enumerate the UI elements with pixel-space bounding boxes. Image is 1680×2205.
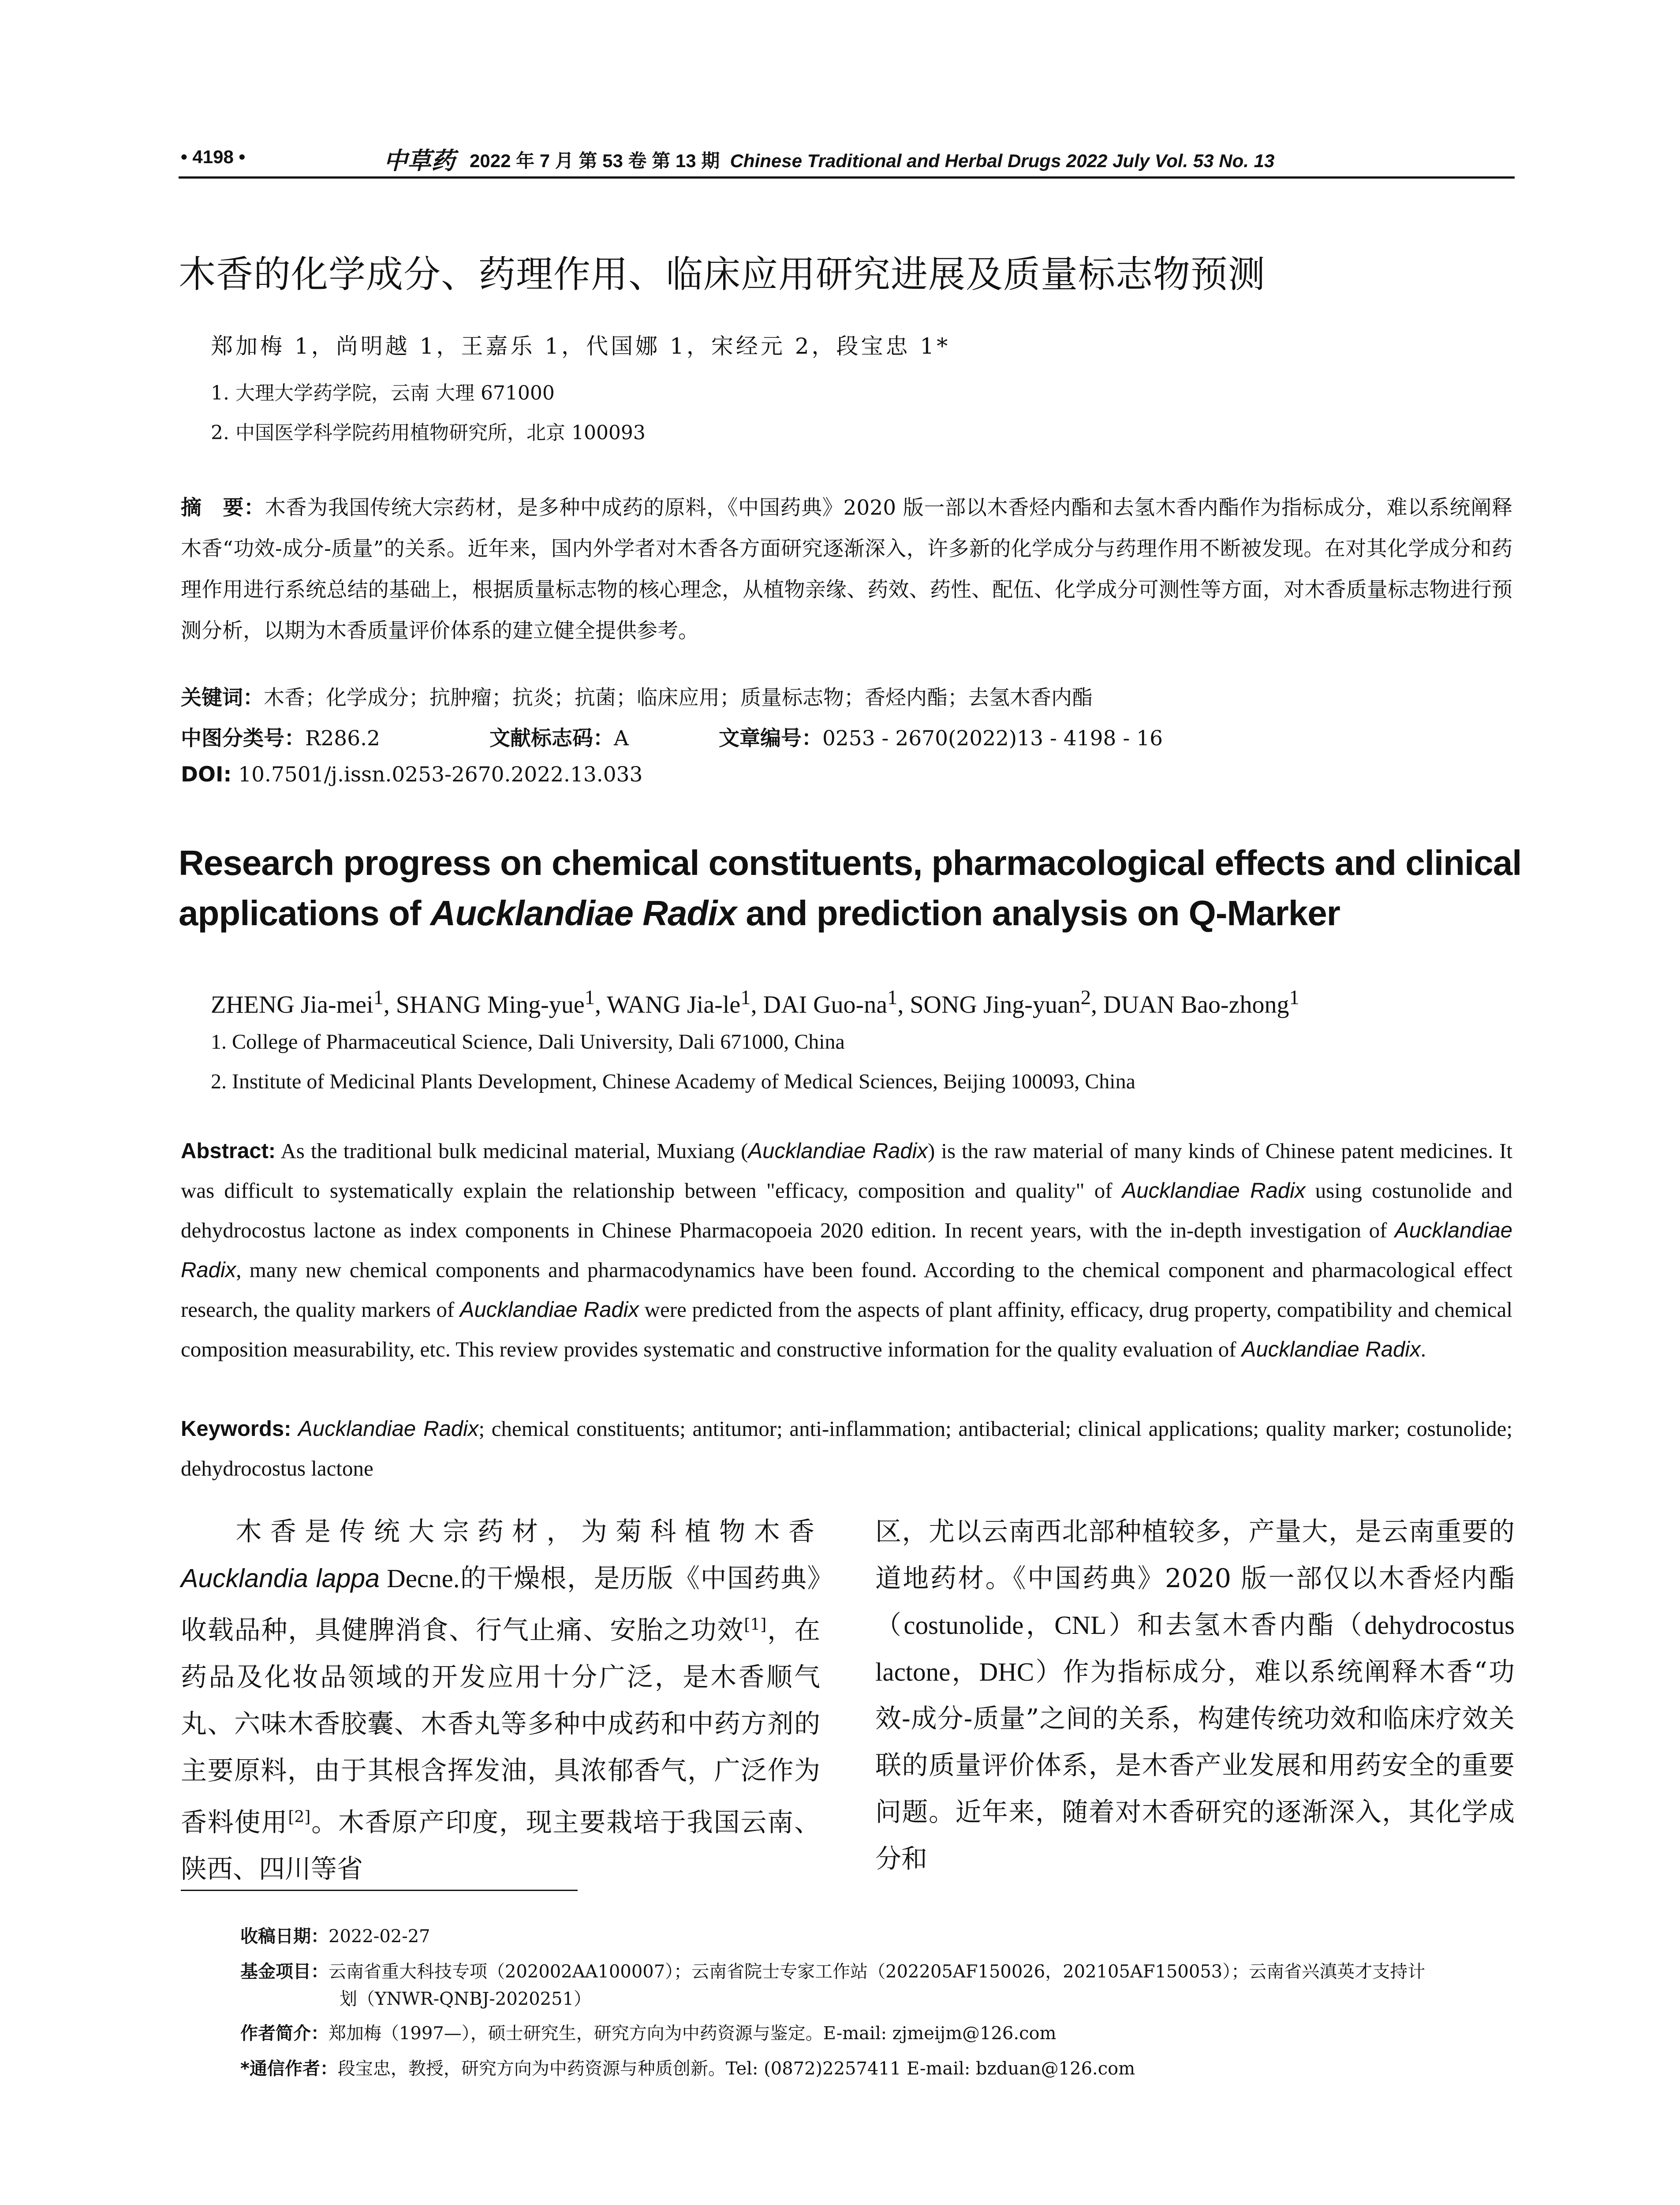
classification-line [181,722,1163,751]
issue-cn: 2022 年 7 月 第 53 卷 第 13 期 [470,150,720,171]
abstract-en-label: Abstract: [181,1139,276,1163]
species-name: Aucklandiae Radix [459,1298,639,1322]
doi-link[interactable]: 10.7501/j.issn.0253-2670.2022.13.033 [238,762,643,787]
doc-code [489,722,629,751]
species-name: Aucklandiae Radix [1241,1338,1421,1361]
body-text: ）作为指标成分，难以系统阐释木香“功效-成分-质量”之间的关系，构建传统功效和临床疗效关联的质量评价体系，是木香产业发展和用药安全的重要问题。近年来，随着对木香研究的逐渐深入，其化学成分和 [875,1656,1515,1874]
abstract-cn-text: 木香为我国传统大宗药材，是多种中成药的原料，《中国药典》2020 版一部以木香烃内酯和去氢木香内酯作为指标成分，难以系统阐释木香“功效-成分-质量”的关系。近年来，国内外学者对木香各方面研究逐渐深入，许多新的化学成分与药理作用不断被发现。在对其化学成分和药理作用进行系统总结的基础上，根据质量标志物的核心理念，从植物亲缘、药效、药性、配伍、化学成分可测性等方面，对木香质量标志物进行预测分析，以期为木香质量评价体系的建立健全提供参考。 [181,496,1512,643]
body-text: Decne. [379,1564,460,1593]
body-text: 木香是传统大宗药材，为菊科植物木香 [233,1516,820,1547]
author-sup: 1 [1289,986,1299,1009]
author-en: SONG Jing-yuan [910,991,1081,1019]
article-number-value: 0253 - 2670(2022)13 - 4198 - 16 [822,726,1163,751]
abstract-en-text: using costunolide and dehydrocostus lactone as index components in Chinese Pharmacopoeia 2020 edition. In recent years, with the in-depth investigation of [181,1178,1512,1242]
running-header [181,142,1512,173]
author-en: WANG Jia-le [607,991,741,1019]
title-en-italic: Aucklandiae Radix [430,893,737,933]
footnote-text: 划（YNWR-QNBJ-2020251） [340,1989,592,2009]
affiliation-cn-2: 2. 中国医学科学院药用植物研究所，北京 100093 [211,422,646,444]
citation[interactable]: [1] [744,1616,767,1634]
abstract-cn-label: 摘 要： [181,496,265,520]
title-cn: 木香的化学成分、药理作用、临床应用研究进展及质量标志物预测 [179,253,1266,296]
footnote-text: 2022-02-27 [329,1926,430,1947]
author-sup: 1 [740,986,751,1009]
keywords-cn-text: 木香；化学成分；抗肿瘤；抗炎；抗菌；临床应用；质量标志物；香烃内酯；去氢木香内酯 [264,686,1093,710]
footnote-label: 作者简介： [240,2023,329,2044]
abstract-en-text: As the traditional bulk medicinal material, Muxiang ( [276,1139,748,1163]
doc-code-label: 文献标志码： [489,726,614,751]
footnote-corresponding [240,2055,1515,2082]
body-text: ，在药品及化妆品领域的开发应用十分广泛，是木香顺气丸、六味木香胶囊、木香丸等多种中成药和中药方剂的主要原料，由于其根含挥发油，具浓郁香气，广泛作为香料使用 [181,1615,820,1838]
footnote-rule [181,1890,578,1891]
footnote-text: 云南省重大科技专项（202002AA100007）；云南省院士专家工作站（202205AF150026，202105AF150053）；云南省兴滇英才支持计 [329,1962,1426,1982]
author-sup: 2 [1080,986,1091,1009]
species-name: Aucklandiae Radix [748,1139,928,1163]
keywords-cn [181,681,1093,711]
body-column-left [181,1508,820,1892]
keywords-en [181,1409,1512,1488]
authors-en: ZHENG Jia-mei$^1$, SHANG Ming-yue$^1$, WANG Jia-$le^1$, DAI Guo-$na^1$, SONG Jing-yuan$^2$, DUAN Bao-zhong$^1$ [211,986,1299,1019]
authors-cn: 郑加梅 1，尚明越 1，王嘉乐 1，代国娜 1，宋经元 2，段宝忠 1* [211,333,951,359]
footnote-fund [240,1958,1515,2013]
species-name: Aucklandia lappa [181,1564,380,1593]
keywords-en-italic: Aucklandiae Radix [298,1417,479,1441]
author-sup: 1 [373,986,384,1009]
footnote-received [240,1923,1515,1950]
abstract-en [181,1131,1512,1369]
footnote-label: *通信作者： [240,2059,338,2079]
keywords-en-text: ; chemical constituents; antitumor; anti-inflammation; antibacterial; clinical applications; quality marker; costunolide; dehydrocostus lactone [181,1416,1512,1480]
species-name: Aucklandiae Radix [181,1218,1512,1282]
doc-code-value: A [614,726,629,751]
body-text: 区，尤以云南西北部种植较多，产量大，是云南重要的道地药材。《中国药典》2020 版一部仅以木香烃内酯（ [875,1516,1515,1640]
title-en [179,838,1523,938]
footnote-author [240,2020,1515,2047]
journal-issue [470,146,1274,173]
abstract-en-text: . [1420,1337,1426,1361]
footnote-label: 基金项目： [240,1962,329,1982]
footnote-text: 郑加梅（1997—），硕士研究生，研究方向为中药资源与鉴定。E-mail: zjmeijm@126.com [329,2023,1057,2044]
body-column-right [875,1508,1515,1882]
title-en-part2: and prediction analysis on Q-Marker [736,893,1340,933]
affiliation-en-2: 2. Institute of Medicinal Plants Development, Chinese Academy of Medical Sciences, Beijing 100093, China [211,1070,1135,1093]
abstract-en-text: ) is the raw material of many kinds of Chinese patent medicines. It was difficult to systematically explain the relationship between "efficacy, composition and quality" of [181,1139,1513,1203]
citation[interactable]: [2] [288,1808,311,1826]
doi-label: DOI: [181,762,232,787]
title-en-part1: Research progress on chemical constituents, pharmacological effects and clinical applications of [179,843,1522,933]
footnote-text: 段宝忠，教授，研究方向为中药资源与种质创新。Tel: (0872)2257411 E-mail: bzduan@126.com [337,2059,1135,2079]
affiliation-cn-1: 1. 大理大学药学院，云南 大理 671000 [211,382,555,404]
page-number: • 4198 • [181,146,246,167]
article-number [719,722,1163,751]
clc-label: 中图分类号： [181,726,305,751]
author-en: ZHENG Jia-mei [211,991,373,1019]
affiliation-en-1: 1. College of Pharmaceutical Science, Dali University, Dali 671000, China [211,1030,845,1054]
doi-line [181,762,642,787]
clc [181,726,380,751]
body-text: costunolide，CNL [903,1611,1107,1640]
author-en: DAI Guo-na [763,991,888,1019]
keywords-cn-label: 关键词： [181,686,264,710]
body-text: 的干燥根，是历版《中国药典》收载品种，具健脾消食、行气止痛、安胎之功效 [181,1563,820,1645]
journal-logo: 中草药 [384,146,455,175]
author-sup: 1 [887,986,898,1009]
body-text: 。木香原产印度，现主要栽培于我国云南、陕西、四川等省 [181,1807,820,1884]
article-number-label: 文章编号： [719,726,822,751]
body-text: ）和去氢木香内酯（ [1106,1610,1365,1640]
issue-en: Chinese Traditional and Herbal Drugs 2022 July Vol. 53 No. 13 [730,150,1275,171]
clc-value: R286.2 [305,726,380,751]
body-text: dehydrocostus lactone，DHC [875,1611,1515,1686]
species-name: Aucklandiae Radix [1122,1179,1306,1203]
author-en: SHANG Ming-yue [396,991,585,1019]
abstract-en-text: , many new chemical components and pharmacodynamics have been found. According to the chemical component and pharmacological effect research, the quality markers of [181,1258,1512,1322]
footnote-label: 收稿日期： [240,1926,329,1947]
abstract-cn [181,487,1512,651]
author-en: DUAN Bao-zhong [1103,991,1289,1019]
header-rule [179,176,1515,179]
author-sup: 1 [584,986,595,1009]
keywords-en-label: Keywords: [181,1417,291,1441]
abstract-en-text: were predicted from the aspects of plant affinity, efficacy, drug property, compatibility and chemical composition measurability, etc. This review provides systematic and constructive information for the quality evaluation of [181,1297,1512,1361]
